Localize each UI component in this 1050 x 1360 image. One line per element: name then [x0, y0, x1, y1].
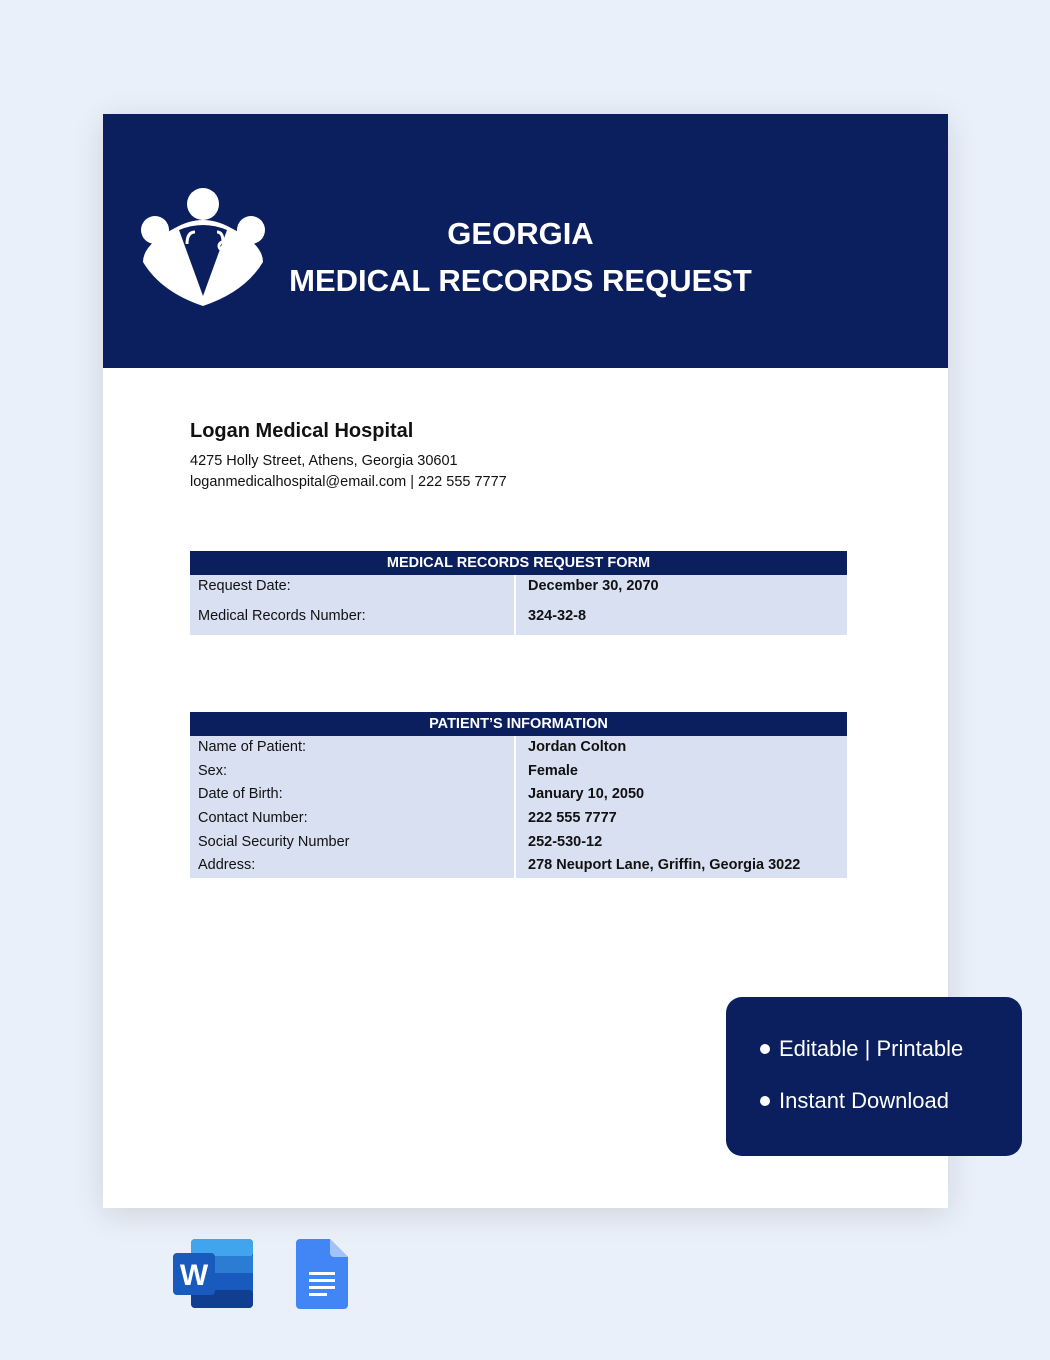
features-badge	[726, 997, 1022, 1156]
row-value: 252-530-12	[514, 831, 847, 855]
microsoft-word-icon[interactable]	[173, 1239, 254, 1309]
table-row	[190, 807, 847, 831]
hospital-address: 4275 Holly Street, Athens, Georgia 30601	[190, 453, 458, 469]
doctor-group-logo-icon	[135, 184, 271, 310]
row-label: Social Security Number	[198, 833, 350, 850]
bullet-icon	[760, 1096, 770, 1106]
table-row	[190, 760, 847, 784]
title-line-2: MEDICAL RECORDS REQUEST	[289, 263, 752, 298]
table-header: PATIENT’S INFORMATION	[190, 712, 847, 736]
document-header	[103, 114, 948, 368]
feature-label: Instant Download	[779, 1088, 949, 1113]
row-label: Name of Patient:	[198, 739, 306, 755]
row-value: 324-32-8	[514, 605, 847, 635]
hospital-contact: loganmedicalhospital@email.com | 222 555 7777	[190, 474, 507, 490]
table-row	[190, 736, 847, 760]
row-value: Jordan Colton	[514, 736, 847, 760]
patient-info-table	[190, 712, 847, 878]
svg-text:W: W	[179, 1259, 209, 1292]
row-value: December 30, 2070	[514, 575, 847, 605]
hospital-name: Logan Medical Hospital	[190, 420, 414, 442]
table-row	[190, 783, 847, 807]
table-row	[190, 605, 847, 635]
bullet-icon	[760, 1044, 770, 1054]
google-docs-icon[interactable]	[296, 1239, 348, 1309]
row-label: Contact Number:	[198, 810, 308, 827]
row-value: 222 555 7777	[514, 807, 847, 831]
request-form-table	[190, 551, 847, 635]
feature-item	[760, 1036, 963, 1062]
feature-item	[760, 1088, 949, 1114]
row-label: Address:	[198, 857, 256, 874]
document-title	[273, 210, 768, 304]
row-value: 278 Neuport Lane, Griffin, Georgia 3022	[514, 854, 847, 878]
table-header: MEDICAL RECORDS REQUEST FORM	[190, 551, 847, 575]
table-row	[190, 831, 847, 855]
row-label: Medical Records Number:	[198, 608, 366, 624]
hospital-info	[190, 420, 507, 493]
table-row	[190, 575, 847, 605]
title-line-1: GEORGIA	[447, 216, 594, 251]
feature-label: Editable | Printable	[779, 1036, 964, 1061]
row-label: Request Date:	[198, 578, 291, 594]
row-label: Sex:	[198, 762, 228, 779]
table-row	[190, 854, 847, 878]
row-value: January 10, 2050	[514, 783, 847, 807]
row-value: Female	[514, 760, 847, 784]
row-label: Date of Birth:	[198, 786, 283, 803]
